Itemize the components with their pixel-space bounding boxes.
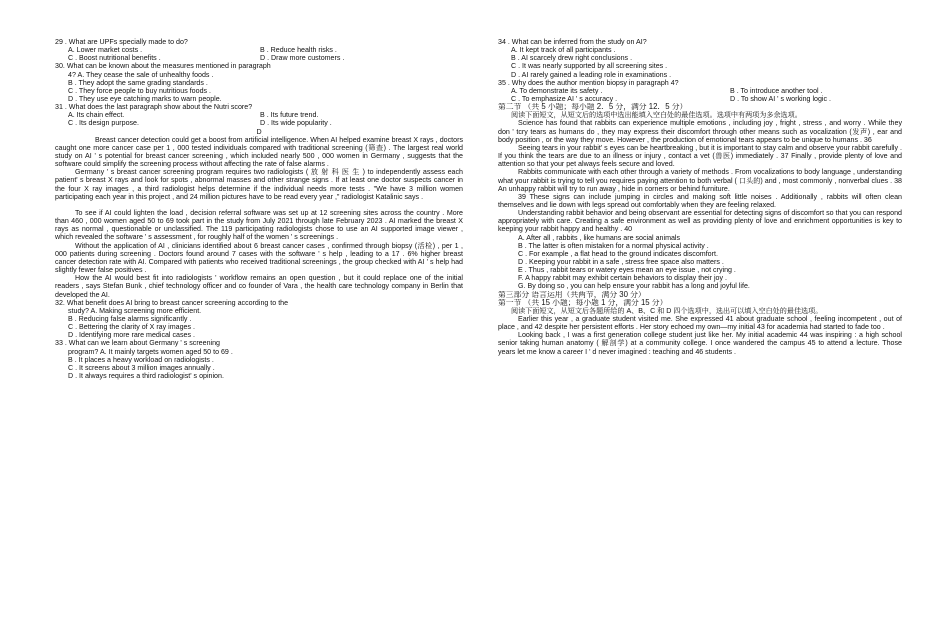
option-b: B . AI scarcely drew right conclusions .: [511, 54, 633, 63]
section-instructions: 阅读下面短文，从短文后各题所给的 A、B、C 和 D 四个选项中，选出可以填入空白处的最佳选项。: [511, 306, 823, 315]
option-b: B . They adopt the same grading standards .: [68, 78, 208, 87]
option-c: C . Bettering the clarity of X ray images .: [68, 323, 195, 332]
option-c: C . Boost nutritional benefits .: [68, 54, 161, 63]
option-a: A. To demonstrate its safety .: [511, 86, 603, 95]
passage-paragraph: 39 These signs can include jumping in circles and making soft little noises . Additionally , rabbits will often clean themselves and lie down with legs spread out comfortably when they are feeling relaxed.: [498, 192, 902, 209]
option-a: A. It kept track of all participants .: [511, 46, 616, 55]
question-33-line2: program? A. It mainly targets women aged 50 to 69 .: [68, 347, 233, 356]
passage-paragraph: Without the application of AI , clinicians identified about 6 breast cancer cases , confirmed through biopsy (活检) , per 1 , 000 patients during screening . Doctors found around 7 cases with the software ' s help , leading to a 17 . 6% higher breast cancer detection rate with AI. Compared with patients who received traditional screenings , the group checked with AI ' s help had slightly fewer false positives .: [55, 241, 463, 275]
question-32: 32. What benefit does AI bring to breast cancer screening according to the: [55, 298, 289, 307]
question-30: 30. What can be known about the measures mentioned in paragraph: [55, 62, 271, 71]
right-column: [498, 38, 902, 356]
option-d: D . To show AI ' s working logic .: [730, 94, 831, 103]
passage-paragraph: Understanding rabbit behavior and being observant are essential for detecting signs of discomfort so that you can respond appropriately with care. Creating a safe environment as well as providing plenty of love and enrichment opportunities is key to keeping your rabbit happy and healthy . 40: [498, 209, 902, 234]
option-b: B . Reduce health risks .: [260, 46, 337, 55]
left-column: [55, 38, 463, 380]
section-title: 第二节 （共 5 小题；每小题 2．5 分，满分 12．5 分）: [498, 103, 688, 112]
question-35: 35 . Why does the author mention biopsy in paragraph 4?: [498, 78, 679, 87]
option-d: D . Its wide popularity .: [260, 119, 332, 128]
question-32-line2: study? A. Making screening more efficient.: [68, 306, 202, 315]
option-c: C . They force people to buy nutritious foods .: [68, 86, 212, 95]
option-d: D . AI rarely gained a leading role in examinations .: [511, 70, 672, 79]
option-a: A. After all , rabbits , like humans are social animals: [518, 233, 681, 242]
option-f: F. A happy rabbit may exhibit certain behaviors to display their joy .: [518, 274, 727, 283]
section-instructions: 阅读下面短文，从短文后的选项中选出能填入空白处的最佳选项。选项中有两项为多余选项。: [511, 111, 802, 120]
option-c: C . Its design purpose.: [68, 119, 139, 128]
passage-paragraph: Breast cancer detection could get a boost from artificial intelligence. When AI helped examine breast X rays , doctors caught one more cancer case per 1 , 000 tested individuals compared with traditional screening (筛查) . The largest real world study on AI ' s potential for breast cancer screening , which included nearly 500 , 000 women in Germany , suggests that the software could simplify the screening process without affecting the rate of false alarms .: [55, 135, 463, 169]
option-d: D . They use eye catching marks to warn people.: [68, 94, 222, 103]
options-row: [55, 54, 463, 62]
question-31: 31 . What does the last paragraph show about the Nutri score?: [55, 103, 253, 112]
question-29: 29 . What are UPFs specially made to do?: [55, 38, 188, 46]
option-b: B . It places a heavy workload on radiologists .: [68, 355, 214, 364]
question-34: 34 . What can be inferred from the study on AI?: [498, 38, 647, 46]
option-c: C . It was nearly supported by all screening sites .: [511, 62, 668, 71]
option-c: C . To emphasize AI ' s accuracy .: [511, 94, 618, 103]
option-d: D . Draw more customers .: [260, 54, 345, 63]
passage-paragraph: Earlier this year , a graduate student visited me. She expressed 41 about graduate school , feeling incompetent , out of place , and 42 despite her persistent efforts . Her story echoed my own—my initial 43 for academia had started to fade too .: [498, 315, 902, 332]
passage-paragraph: Looking back , I was a first generation college student just like her. My initial academic 44 was inspiring : a high school senior taking human anatomy ( 解剖学) at a community college. I once wandered the campus 45 to attend a lecture. Those years let me know a career I ' d never imagined : teaching and 46 students .: [498, 331, 902, 356]
option-a: A. Its chain effect.: [68, 111, 125, 120]
option-d: D . Keeping your rabbit in a safe , stress free space also matters .: [518, 258, 724, 267]
options-row: [55, 46, 463, 54]
option-b: B . The latter is often mistaken for a normal physical activity .: [518, 241, 709, 250]
option-g: G. By doing so , you can help ensure your rabbit has a long and joyful life.: [518, 282, 750, 291]
option-b: B . Its future trend.: [260, 111, 319, 120]
question-30-line2: 4? A. They cease the sale of unhealthy foods .: [68, 70, 214, 79]
passage-paragraph: How the AI would best fit into radiologists ' workflow remains an open question , but it could replace one of the initial readers , says Stefan Bunk , chief technology officer and co founder of Vara , the health care technology company in Berlin that developed the AI.: [55, 274, 463, 299]
passage-paragraph: Seeing tears in your rabbit' s eyes can be heartbreaking , but it is important to stay calm and observe your rabbit carefully . If you think the tears are due to an illness or injury , contact a vet (兽医) immediately . 37 Finally , provide plenty of love and attention so that your pet always feels secure and loved.: [498, 143, 902, 169]
option-c: C . It screens about 3 million images annually .: [68, 363, 215, 372]
option-e: E . Thus , rabbit tears or watery eyes mean an eye issue , not crying .: [518, 266, 736, 275]
option-b: B . To introduce another tool .: [730, 86, 823, 95]
passage-paragraph: Rabbits communicate with each other through a variety of methods . From vocalizations to body language , understanding what your rabbit is trying to tell you requires paying attention to both verbal ( 口头的) and , most commonly , nonverbal clues . 38 An unhappy rabbit will try to run away , hide in corners or behind furniture.: [498, 168, 902, 193]
passage-paragraph: Germany ' s breast cancer screening program requires two radiologists ( 放 射 科 医 生 ) to independently assess each patient' s breast X rays and look for spots , abnormal masses and other strange signs . If at least one doctor suspects cancer in the four X ray images , a third radiologist helps determine if the individual needs more tests . "We have 3 million women participating each year in this project , and 24 million pictures have to be read every year ," radiologist Katalinic says .: [55, 168, 463, 201]
option-b: B . Reducing false alarms significantly .: [68, 314, 192, 323]
option-c: C . For example , a flat head to the ground indicates discomfort.: [518, 249, 718, 258]
option-d: D . It always requires a third radiologist' s opinion.: [68, 371, 224, 380]
passage-letter: D: [256, 127, 262, 136]
section-title: 第一节 （共 15 小题；每小题 1 分，满分 15 分）: [498, 298, 668, 307]
options-row: [498, 95, 902, 103]
options-row: [498, 87, 902, 95]
part-title: 第三部分 语言运用（共两节，满分 30 分）: [498, 290, 646, 299]
options-row: [55, 119, 463, 127]
options-row: [55, 111, 463, 119]
passage-paragraph: To see if AI could lighten the load , decision referral software was set up at 12 screening sites across the country . More than 460 , 000 women aged 50 to 69 took part in the study from July 2021 through late February 2023 . AI marked the breast X rays as normal , questionable or unclassified. The 119 participating radiologists chose to use an AI supported image viewer , which revealed the software ' s assessment , for roughly half of the women ' s screenings .: [55, 208, 463, 242]
passage-paragraph: Science has found that rabbits can experience multiple emotions , including joy , fright , stress , and worry . While they don ' tcry tears as humans do , they may express their discomfort through other means such as vocalization (发声) , ear and body position , or the way they move. However , the production of emotional tears appears to be unique to humans . 36: [498, 119, 902, 144]
option-a: A. Lower market costs .: [68, 46, 143, 55]
option-d: D . Identifying more rare medical cases .: [68, 331, 195, 340]
question-33: 33 . What can we learn about Germany ' s screening: [55, 339, 220, 348]
